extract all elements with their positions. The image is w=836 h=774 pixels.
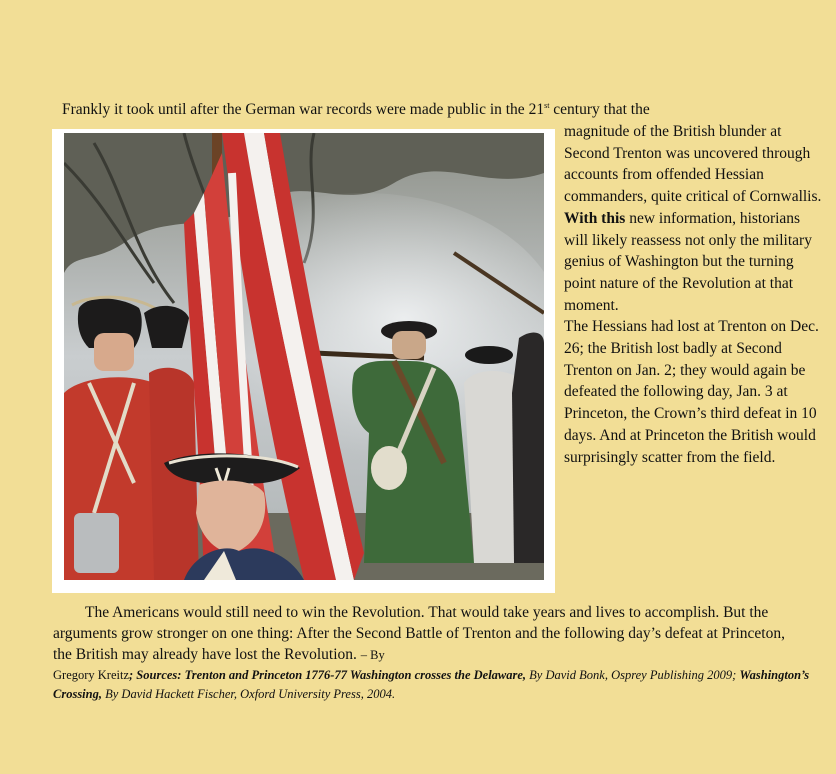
reenactment-photo	[64, 133, 544, 580]
intro-text-end: century that the	[549, 101, 650, 118]
reenactment-photo-frame	[52, 129, 555, 593]
book2-publisher: By David Hackett Fischer, Oxford University Press, 2004.	[101, 687, 396, 701]
intro-line	[62, 99, 802, 120]
side-paragraph-2	[564, 208, 826, 317]
closing-paragraph	[53, 602, 793, 666]
closing-text: The Americans would still need to win the Revolution. That would take years and lives to accomplish. But the arguments grow stronger on one thing: After the Second Battle of Trenton and the following day’s defeat at Princeton, the British may already have lost the Revolution.	[53, 604, 785, 663]
lead-phrase: With this	[564, 209, 626, 227]
side-paragraph-3: The Hessians had lost at Trenton on Dec. 26; the British lost badly at Second Trenton on Jan. 2; they would again be defeated the following day, Jan. 3 at Princeton, the Crown’s third defeat in 10 days. And at Princeton the British would surprisingly scatter from the field.	[564, 318, 819, 466]
author-name: Gregory Kreitz	[53, 668, 130, 682]
side-column	[564, 121, 826, 468]
sources-label: ; Sources: Trenton and Princeton 1776-77 Washington crosses the Delaware,	[129, 668, 527, 682]
book2-title: Washington’s Crossing,	[53, 668, 810, 701]
ordinal-superscript: st	[544, 100, 550, 110]
intro-text: Frankly it took until after the German war records were made public in the 21	[62, 101, 545, 118]
sources-line	[53, 666, 813, 704]
byline-dash: – By	[360, 648, 385, 662]
book1-publisher: By David Bonk, Osprey Publishing 2009;	[526, 668, 740, 682]
side-paragraph-1: magnitude of the British blunder at Second Trenton was uncovered through accounts from offended Hessian commanders, quite critical of Cornwallis.	[564, 123, 822, 206]
side-paragraph-2-rest: new information, historians will likely reassess not only the military genius of Washington but the turning point nature of the Revolution at that moment.	[564, 209, 812, 314]
